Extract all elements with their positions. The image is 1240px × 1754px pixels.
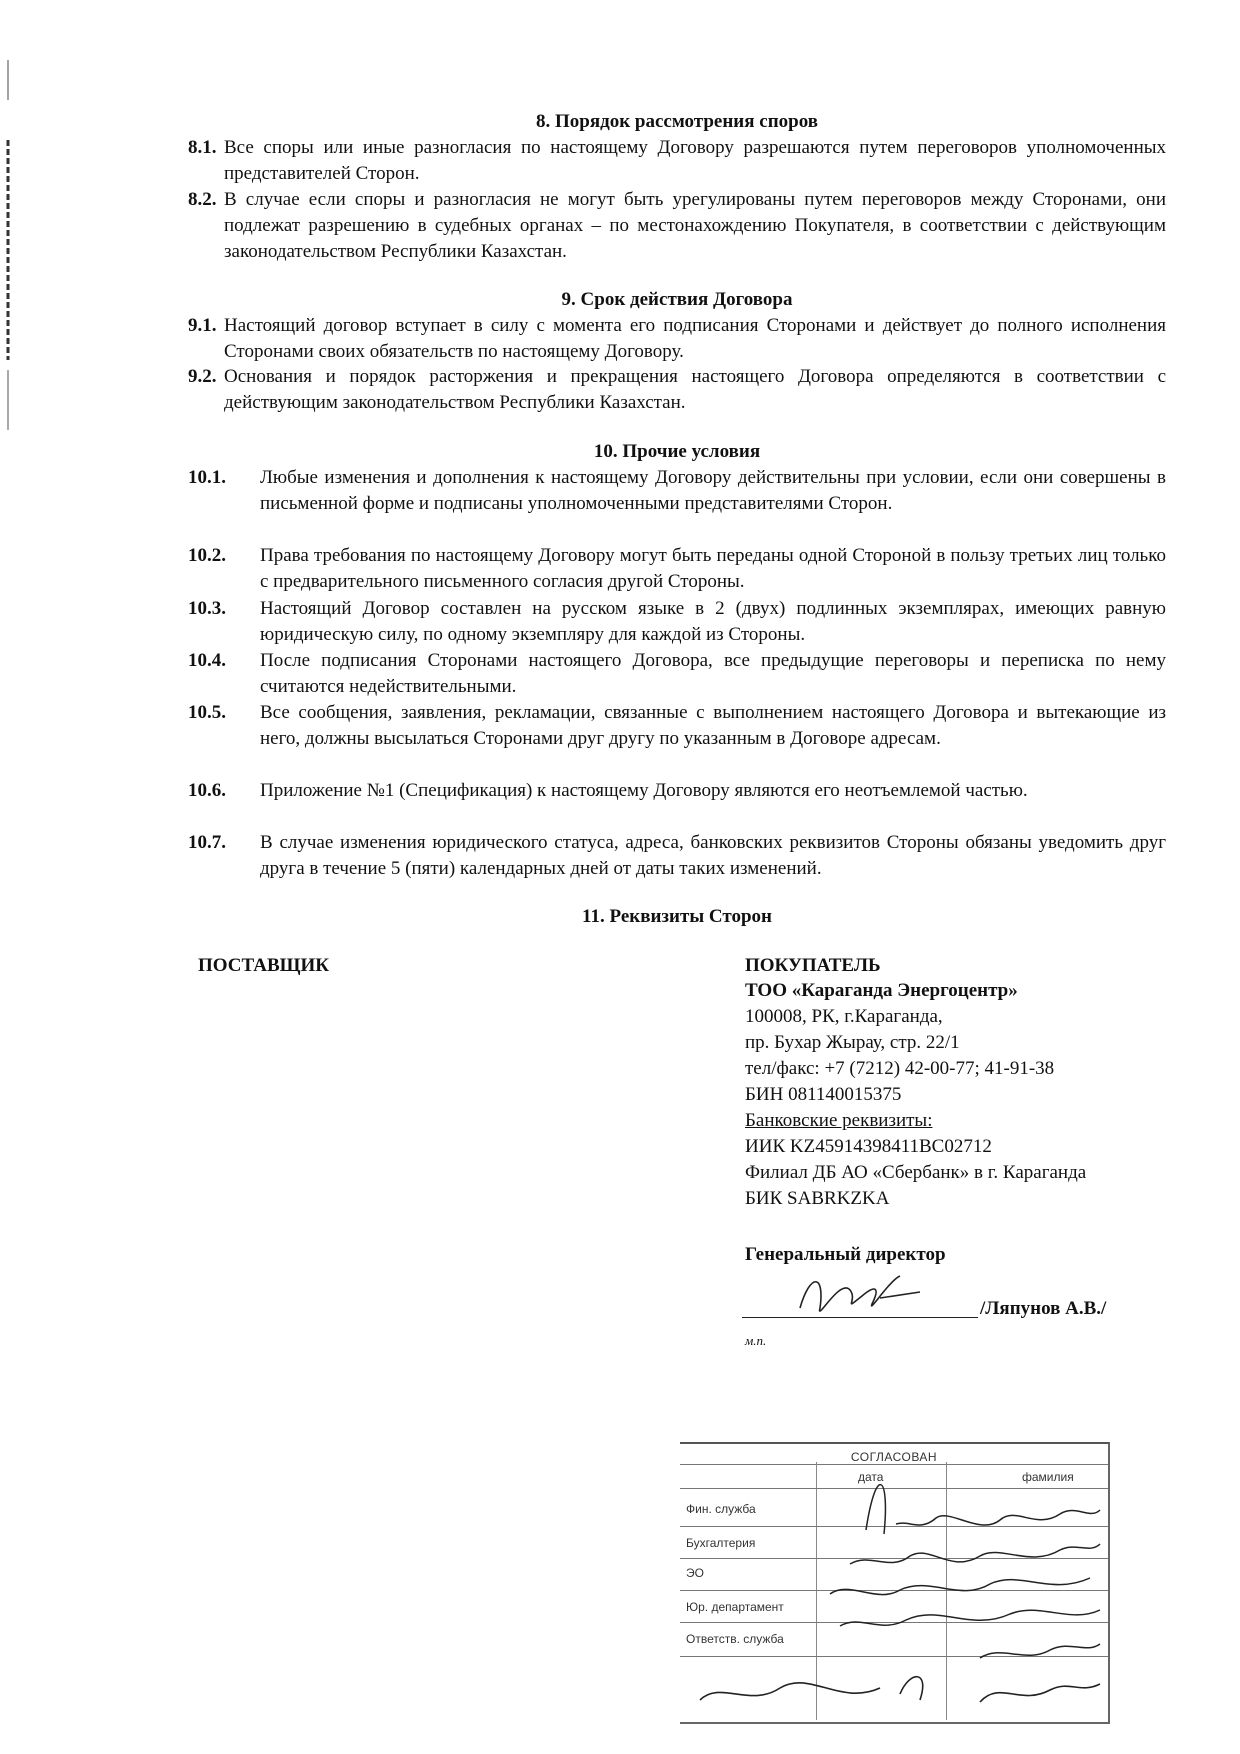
buyer-bin: БИН 081140015375 [745, 1084, 902, 1105]
clause-number: 10.6. [188, 780, 226, 801]
clause-number: 10.2. [188, 545, 226, 566]
section-10-title: 10. Прочие условия [593, 441, 761, 462]
clause-text: Настоящий Договор составлен на русском языке в 2 (двух) подлинных экземплярах, имеющих равную юридическую силу, по одному экземпляру для каждой из Стороны. [260, 598, 1166, 645]
stamp-row-label: Ответств. служба [686, 1632, 784, 1646]
approval-stamp-title: СОГЛАСОВАН [850, 1450, 938, 1464]
clause-8-1 [188, 135, 1166, 187]
buyer-heading: ПОКУПАТЕЛЬ [745, 955, 881, 976]
approval-stamp [680, 1442, 1110, 1724]
clause-10-7 [188, 830, 1166, 882]
clause-text: Приложение №1 (Спецификация) к настоящему Договору являются его неотъемлемой частью. [260, 780, 1028, 801]
buyer-phone: тел/факс: +7 (7212) 42-00-77; 41-91-38 [745, 1058, 1055, 1079]
clause-8-2 [188, 187, 1166, 265]
scan-margin-marks [0, 60, 30, 480]
clause-text: Настоящий договор вступает в силу с момента его подписания Сторонами и действует до полного исполнения Сторонами своих обязательств по настоящему Договору. [224, 315, 1166, 362]
clause-number: 9.2. [188, 366, 217, 387]
clause-10-1 [188, 465, 1166, 517]
buyer-iik: ИИК KZ45914398411BC02712 [745, 1136, 992, 1157]
buyer-bank-label: Банковские реквизиты: [745, 1110, 933, 1131]
clause-number: 10.4. [188, 650, 226, 671]
clause-10-5 [188, 700, 1166, 752]
column-surname: фамилия [1022, 1470, 1074, 1484]
clause-number: 10.5. [188, 702, 226, 723]
stamp-handwriting [680, 1444, 1108, 1722]
clause-9-2 [188, 364, 1166, 416]
clause-text: Любые изменения и дополнения к настоящему Договору действительны при условии, если они совершены в письменной форме и подписаны уполномоченными представителями Сторон. [260, 467, 1166, 514]
stamp-row-label: Фин. служба [686, 1502, 756, 1516]
buyer-bik: БИК SABRKZKA [745, 1188, 890, 1209]
director-title: Генеральный директор [745, 1244, 946, 1265]
seal-label: м.п. [745, 1333, 767, 1348]
stamp-row-label: ЭО [686, 1566, 704, 1580]
clause-text: Все споры или иные разногласия по настоящему Договору разрешаются путем переговоров уполномоченных представителей Сторон. [224, 137, 1166, 184]
clause-text: После подписания Сторонами настоящего Договора, все предыдущие переговоры и переписка по нему считаются недействительными. [260, 650, 1166, 697]
buyer-name: ТОО «Караганда Энергоцентр» [745, 980, 1018, 1001]
buyer-address-line-2: пр. Бухар Жырау, стр. 22/1 [745, 1032, 960, 1053]
buyer-address-line-1: 100008, РК, г.Караганда, [745, 1006, 943, 1027]
clause-number: 10.1. [188, 467, 226, 488]
stamp-row-label: Бухгалтерия [686, 1536, 756, 1550]
clause-10-6 [188, 778, 1166, 804]
clause-number: 8.1. [188, 137, 217, 158]
signature-line [742, 1317, 978, 1318]
section-8-title: 8. Порядок рассмотрения споров [535, 111, 819, 132]
column-date: дата [858, 1470, 884, 1484]
director-name: /Ляпунов А.В./ [980, 1298, 1107, 1319]
clause-text: Права требования по настоящему Договору могут быть переданы одной Стороной в пользу третьих лиц только с предварительного письменного согласия другой Стороны. [260, 545, 1166, 592]
clause-9-1 [188, 313, 1166, 365]
clause-10-4 [188, 648, 1166, 700]
clause-number: 10.7. [188, 832, 226, 853]
section-11-title: 11. Реквизиты Сторон [582, 906, 772, 927]
supplier-heading: ПОСТАВЩИК [198, 955, 330, 976]
clause-10-2 [188, 543, 1166, 595]
clause-text: Основания и порядок расторжения и прекращения настоящего Договора определяются в соответствии с действующим законодательством Республики Казахстан. [224, 366, 1166, 413]
clause-text: В случае если споры и разногласия не могут быть урегулированы путем переговоров между Сторонами, они подлежат разрешению в судебных органах – по местонахождению Покупателя, в соответствии с действующим законодательством Республики Казахстан. [224, 189, 1166, 262]
clause-text: Все сообщения, заявления, рекламации, связанные с выполнением настоящего Договора и вытекающие из него, должны высылаться Сторонами друг другу по указанным в Договоре адресам. [260, 702, 1166, 749]
buyer-bank-branch: Филиал ДБ АО «Сбербанк» в г. Караганда [745, 1162, 1087, 1183]
section-9-title: 9. Срок действия Договора [561, 289, 793, 310]
clause-10-3 [188, 596, 1166, 648]
clause-number: 10.3. [188, 598, 226, 619]
clause-number: 9.1. [188, 315, 217, 336]
clause-text: В случае изменения юридического статуса, адреса, банковских реквизитов Стороны обязаны уведомить друг друга в течение 5 (пяти) календарных дней от даты таких изменений. [260, 832, 1166, 879]
stamp-row-label: Юр. департамент [686, 1600, 784, 1614]
clause-number: 8.2. [188, 189, 217, 210]
